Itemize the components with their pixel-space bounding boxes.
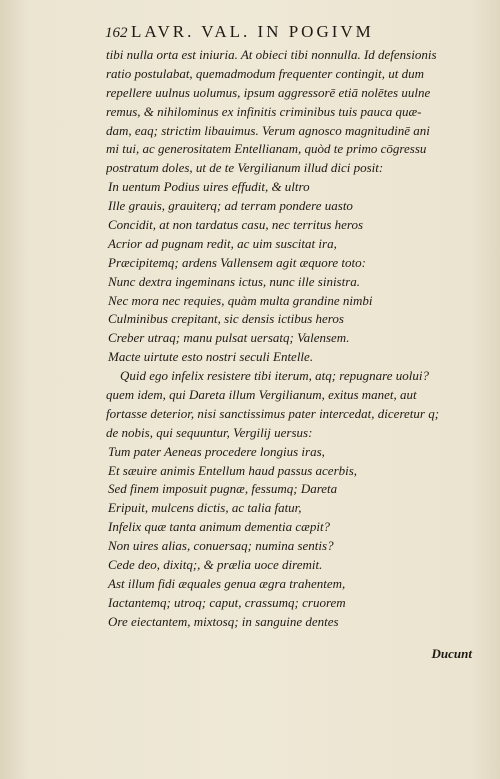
verse-line: Creber utraq; manu pulsat uersatq; Valensem. bbox=[108, 330, 350, 346]
verse-line: Tum pater Aeneas procedere longius iras, bbox=[108, 443, 325, 459]
verse-line: Acrior ad pugnam redit, ac uim suscitat ira, bbox=[108, 235, 337, 251]
verse-line: Nec mora nec requies, quàm multa grandine nimbi bbox=[108, 292, 373, 308]
verse-line: Præcipitemq; ardens Vallensem agit æquore toto: bbox=[108, 254, 366, 270]
prose-line: postratum doles, ut de te Vergilianum illud dici posit: bbox=[106, 160, 384, 176]
verse-line: Sed finem imposuit pugnæ, fessumq; Dareta bbox=[108, 481, 338, 497]
verse-line: Culminibus crepitant, sic densis ictibus heros bbox=[108, 311, 344, 327]
verse-line: Nunc dextra ingeminans ictus, nunc ille sinistra. bbox=[108, 273, 361, 289]
verse-line: In uentum Podius uires effudit, & ultro bbox=[108, 179, 310, 195]
paragraph-start-line: Quid ego infelix resistere tibi iterum, atq; repugnare uolui? bbox=[120, 368, 429, 384]
page-number: 162 bbox=[105, 25, 128, 41]
verse-line: Infelix quæ tanta animum dementia cæpit? bbox=[108, 519, 331, 535]
verse-line: Concidit, at non tardatus casu, nec territus heros bbox=[108, 217, 364, 233]
running-title: LAVR. VAL. IN POGIVM bbox=[131, 22, 374, 41]
prose-line: tibi nulla orta est iniuria. At obieci tibi nonnulla. Id defensionis bbox=[106, 47, 437, 62]
verse-line: Eripuit, mulcens dictis, ac talia fatur, bbox=[108, 500, 302, 516]
verse-line: Non uires alias, conuersaq; numina sentis? bbox=[108, 538, 334, 554]
page-header bbox=[105, 22, 485, 44]
text-block bbox=[106, 46, 488, 632]
prose-line: de nobis, qui sequuntur, Vergilij uersus: bbox=[106, 424, 313, 440]
prose-line: remus, & nihilominus ex infinitis criminibus tuis pauca quæ- bbox=[106, 103, 422, 119]
verse-line: Ore eiectantem, mixtosq; in sanguine dentes bbox=[108, 613, 339, 629]
catchword: Ducunt bbox=[431, 646, 472, 661]
prose-line: repellere uulnus uolumus, ipsum aggressorē etiā nolētes uulne bbox=[106, 84, 431, 100]
prose-line: ratio postulabat, quemadmodum frequenter contingit, ut dum bbox=[106, 65, 424, 81]
prose-line: fortasse deterior, nisi sanctissimus pater intercedat, diceretur q; bbox=[106, 405, 440, 421]
verse-line: Iactantemq; utroq; caput, crassumq; cruorem bbox=[108, 594, 346, 610]
verse-line: Ille grauis, grauiterq; ad terram pondere uasto bbox=[108, 198, 353, 214]
verse-line: Et sæuire animis Entellum haud passus acerbis, bbox=[108, 462, 358, 478]
prose-line: dam, eaq; strictim libauimus. Verum agnosco magnitudinē ani bbox=[106, 122, 430, 138]
verse-line: Ast illum fidi æquales genua ægra trahentem, bbox=[108, 575, 346, 591]
verse-line: Macte uirtute esto nostri seculi Entelle. bbox=[108, 349, 314, 365]
prose-line: quem idem, qui Dareta illum Vergilianum, exitus manet, aut bbox=[106, 387, 417, 403]
verse-line: Cede deo, dixitq;, & prælia uoce diremit. bbox=[108, 557, 323, 573]
prose-line: mi tui, ac generositatem Entellianam, quòd te primo cōgressu bbox=[106, 141, 427, 157]
